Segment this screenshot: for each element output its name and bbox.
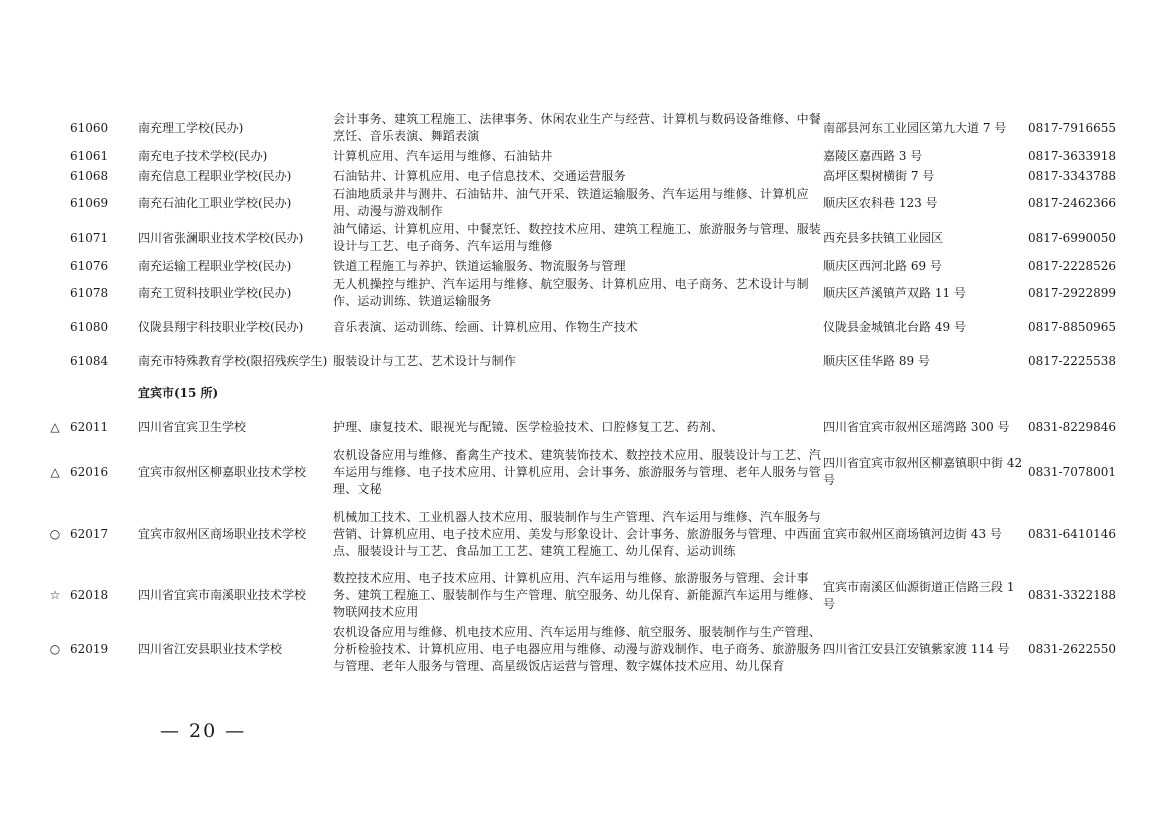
majors-list: 机械加工技术、工业机器人技术应用、服装制作与生产管理、汽车运用与维修、汽车服务与营销、计算机应用、电子技术应用、美发与形象设计、会计事务、旅游服务与管理、中西面点、服装设计与工艺、食品加工工艺、建筑工程施工、幼儿保育、运动训练 bbox=[333, 509, 822, 558]
table-row bbox=[40, 110, 1130, 146]
row-marker: △ bbox=[50, 464, 60, 479]
table-row bbox=[40, 256, 1130, 276]
phone-number: 0817-2922899 bbox=[1028, 285, 1117, 300]
majors-list: 油气储运、计算机应用、中餐烹饪、数控技术应用、建筑工程施工、旅游服务与管理、服装设计与工艺、电子商务、汽车运用与维修 bbox=[333, 222, 822, 253]
table-row bbox=[40, 166, 1130, 186]
school-code: 61080 bbox=[70, 319, 109, 334]
table-row bbox=[40, 446, 1130, 498]
majors-list: 石油钻井、计算机应用、电子信息技术、交通运营服务 bbox=[333, 168, 626, 183]
phone-number: 0817-3343788 bbox=[1028, 168, 1117, 183]
school-name: 南充电子技术学校(民办) bbox=[138, 148, 268, 163]
school-address: 四川省江安县江安镇紫家渡 114 号 bbox=[823, 641, 1010, 656]
school-code: 62016 bbox=[70, 464, 109, 479]
table-row bbox=[40, 408, 1130, 446]
school-address: 顺庆区芦溪镇芦双路 11 号 bbox=[823, 285, 966, 300]
school-name: 四川省宜宾卫生学校 bbox=[138, 419, 247, 434]
majors-list: 会计事务、建筑工程施工、法律事务、休闲农业生产与经营、计算机与数码设备维修、中餐烹饪、音乐表演、舞蹈表演 bbox=[333, 112, 822, 143]
majors-list: 铁道工程施工与养护、铁道运输服务、物流服务与管理 bbox=[333, 258, 626, 273]
page-number: — 20 — bbox=[160, 720, 247, 742]
empty-cell bbox=[70, 378, 138, 408]
school-code: 61084 bbox=[70, 353, 109, 368]
row-marker bbox=[40, 186, 70, 220]
row-marker bbox=[40, 344, 70, 378]
row-marker: △ bbox=[50, 419, 60, 434]
school-name: 南充市特殊教育学校(限招残疾学生) bbox=[138, 353, 328, 368]
majors-list: 无人机操控与维护、汽车运用与维修、航空服务、计算机应用、电子商务、艺术设计与制作、运动训练、铁道运输服务 bbox=[333, 277, 809, 308]
phone-number: 0817-6990050 bbox=[1028, 230, 1117, 245]
phone-number: 0817-3633918 bbox=[1028, 148, 1117, 163]
majors-list: 农机设备应用与维修、畜禽生产技术、建筑装饰技术、数控技术应用、服装设计与工艺、汽车运用与维修、电子技术应用、计算机应用、会计事务、旅游服务与管理、老年人服务与管理、文秘 bbox=[333, 447, 822, 496]
row-marker: ○ bbox=[49, 641, 61, 656]
school-name: 南充工贸科技职业学校(民办) bbox=[138, 285, 292, 300]
school-address: 高坪区梨树横街 7 号 bbox=[823, 168, 935, 183]
school-table bbox=[40, 110, 1130, 677]
school-name: 仪陇县翔宇科技职业学校(民办) bbox=[138, 319, 304, 334]
table-row bbox=[40, 621, 1130, 677]
row-marker bbox=[40, 256, 70, 276]
empty-cell bbox=[823, 378, 1028, 408]
phone-number: 0817-2462366 bbox=[1028, 195, 1117, 210]
majors-list: 数控技术应用、电子技术应用、计算机应用、汽车运用与维修、旅游服务与管理、会计事务、建筑工程施工、服装制作与生产管理、航空服务、幼儿保育、新能源汽车运用与维修、物联网技术应用 bbox=[333, 571, 822, 619]
phone-number: 0817-8850965 bbox=[1028, 319, 1117, 334]
school-code: 61078 bbox=[70, 285, 109, 300]
majors-list: 音乐表演、运动训练、绘画、计算机应用、作物生产技术 bbox=[333, 319, 639, 334]
table-row bbox=[40, 146, 1130, 166]
school-code: 62019 bbox=[70, 641, 109, 656]
school-code: 62018 bbox=[70, 588, 109, 602]
school-name: 四川省张澜职业技术学校(民办) bbox=[138, 230, 304, 245]
school-address: 仪陇县金城镇北台路 49 号 bbox=[823, 319, 966, 334]
school-code: 61069 bbox=[70, 195, 109, 210]
school-name: 四川省江安县职业技术学校 bbox=[138, 641, 283, 656]
school-name: 南充石油化工职业学校(民办) bbox=[138, 195, 292, 210]
school-code: 61061 bbox=[70, 148, 109, 163]
school-address: 四川省宜宾市叙州区瑶湾路 300 号 bbox=[823, 419, 1010, 434]
majors-list: 计算机应用、汽车运用与维修、石油钻井 bbox=[333, 148, 553, 163]
school-code: 61060 bbox=[70, 120, 109, 135]
school-code: 62011 bbox=[70, 419, 109, 434]
majors-list: 石油地质录井与测井、石油钻井、油气开采、铁道运输服务、汽车运用与维修、计算机应用、动漫与游戏制作 bbox=[333, 187, 809, 218]
school-address: 顺庆区农科巷 123 号 bbox=[823, 195, 938, 210]
row-marker bbox=[40, 310, 70, 344]
table-row bbox=[40, 570, 1130, 621]
school-address: 南部县河东工业园区第九大道 7 号 bbox=[823, 120, 1007, 135]
table-row bbox=[40, 344, 1130, 378]
row-marker bbox=[40, 110, 70, 146]
empty-cell bbox=[333, 378, 823, 408]
school-address: 宜宾市叙州区商场镇河边街 43 号 bbox=[823, 526, 1002, 541]
table-row bbox=[40, 220, 1130, 256]
school-address: 宜宾市南溪区仙源街道正信路三段 1 号 bbox=[823, 579, 1015, 611]
phone-number: 0817-2225538 bbox=[1028, 353, 1117, 368]
row-marker bbox=[40, 166, 70, 186]
phone-number: 0831-7078001 bbox=[1028, 464, 1117, 479]
row-marker: ○ bbox=[49, 526, 61, 541]
empty-cell bbox=[40, 378, 70, 408]
school-code: 62017 bbox=[70, 526, 109, 541]
school-name: 南充理工学校(民办) bbox=[138, 120, 244, 135]
phone-number: 0817-2228526 bbox=[1028, 258, 1117, 273]
school-code: 61068 bbox=[70, 168, 109, 183]
phone-number: 0817-7916655 bbox=[1028, 120, 1117, 135]
school-address: 顺庆区佳华路 89 号 bbox=[823, 353, 930, 368]
phone-number: 0831-8229846 bbox=[1028, 419, 1117, 434]
table-row bbox=[40, 310, 1130, 344]
table-row bbox=[40, 186, 1130, 220]
phone-number: 0831-3322188 bbox=[1028, 588, 1117, 602]
school-address: 嘉陵区嘉西路 3 号 bbox=[823, 148, 923, 163]
section-title: 宜宾市(15 所) bbox=[138, 385, 219, 400]
row-marker: ☆ bbox=[49, 588, 61, 602]
table-row bbox=[40, 498, 1130, 570]
school-name: 宜宾市叙州区商场职业技术学校 bbox=[138, 526, 307, 541]
majors-list: 护理、康复技术、眼视光与配镜、医学检验技术、口腔修复工艺、药剂、 bbox=[333, 419, 724, 434]
school-name: 宜宾市叙州区柳嘉职业技术学校 bbox=[138, 464, 307, 479]
school-name: 南充信息工程职业学校(民办) bbox=[138, 168, 292, 183]
school-address: 四川省宜宾市叙州区柳嘉镇职中街 42 号 bbox=[823, 456, 1023, 487]
school-name: 四川省宜宾市南溪职业技术学校 bbox=[138, 588, 307, 602]
majors-list: 服装设计与工艺、艺术设计与制作 bbox=[333, 353, 517, 368]
section-header-row bbox=[40, 378, 1130, 408]
table-row bbox=[40, 276, 1130, 310]
school-address: 西充县多扶镇工业园区 bbox=[823, 230, 944, 245]
school-name: 南充运输工程职业学校(民办) bbox=[138, 258, 292, 273]
school-code: 61076 bbox=[70, 258, 109, 273]
row-marker bbox=[40, 146, 70, 166]
empty-cell bbox=[1028, 378, 1130, 408]
majors-list: 农机设备应用与维修、机电技术应用、汽车运用与维修、航空服务、服装制作与生产管理、分析检验技术、计算机应用、电子电器应用与维修、动漫与游戏制作、电子商务、旅游服务与管理、老年人服务与管理、高星级饭店运营与管理、数字媒体技术应用、幼儿保育 bbox=[333, 624, 822, 673]
phone-number: 0831-2622550 bbox=[1028, 641, 1117, 656]
school-address: 顺庆区西河北路 69 号 bbox=[823, 258, 942, 273]
row-marker bbox=[40, 220, 70, 256]
row-marker bbox=[40, 276, 70, 310]
school-code: 61071 bbox=[70, 230, 109, 245]
phone-number: 0831-6410146 bbox=[1028, 526, 1117, 541]
